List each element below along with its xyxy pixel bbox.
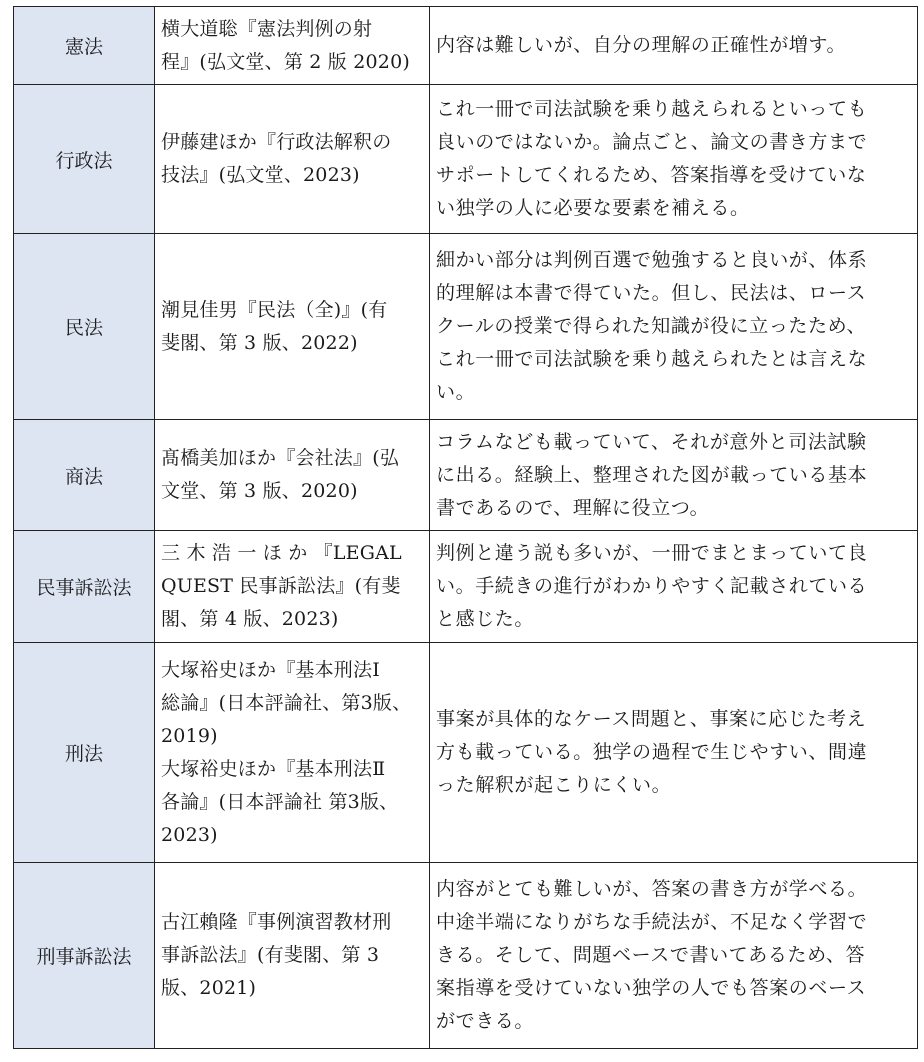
comment-line: コラムなども載っていて、それが意外と司法試験 — [436, 430, 867, 453]
table-row — [14, 643, 918, 863]
comment-cell — [430, 85, 918, 234]
comment-line: 内容がとても難しいが、答案の書き方が学べる。 — [436, 878, 868, 900]
comment-line: い。 — [436, 381, 476, 403]
book-line: 大塚裕史ほか『基本刑法Ⅱ — [161, 757, 386, 780]
table-row — [14, 420, 918, 531]
table-row — [14, 234, 918, 420]
comment-line: サポートしてくれるため、答案指導を受けていな — [436, 164, 867, 186]
subject-cell: 刑法 — [14, 643, 155, 863]
book-line: 2023) — [161, 823, 218, 846]
book-line: 程』(弘文堂、第 2 版 2020) — [161, 50, 410, 73]
book-line: 三 木 浩 一 ほ か 『LEGAL — [161, 542, 402, 564]
comment-line: 方も載っている。独学の過程で生じやすい、間違 — [436, 741, 868, 763]
book-cell — [155, 643, 430, 863]
comment-line: 細かい部分は判例百選で勉強すると良いが、体系 — [436, 249, 868, 271]
comment-cell — [430, 863, 918, 1049]
comment-line: 良いのではないか。論点ごと、論文の書き方まで — [436, 131, 868, 153]
book-line: 古江賴隆『事例演習教材刑 — [161, 911, 392, 933]
subject-cell: 民事訴訟法 — [14, 531, 155, 643]
subject-cell: 刑事訴訟法 — [14, 863, 155, 1049]
comment-line: 案指導を受けていない独学の人でも答案のベース — [436, 977, 867, 999]
table-row — [14, 531, 918, 643]
comment-cell — [430, 234, 918, 420]
comment-line: い。手続きの進行がわかりやすく記載されている — [436, 575, 868, 597]
book-line: 伊藤建ほか『行政法解釈の — [161, 131, 392, 153]
comment-line: った解釈が起こりにくい。 — [436, 774, 672, 796]
comment-cell — [430, 531, 918, 643]
book-cell — [155, 863, 430, 1049]
comment-line: 中途半端になりがちな手続法が、不足なく学習で — [436, 911, 868, 933]
book-line: 潮見佳男『民法（全)』(有 — [161, 298, 388, 321]
book-line: 横大道聡『憲法判例の射 — [161, 17, 373, 40]
subject-cell: 憲法 — [14, 7, 155, 85]
comment-cell — [430, 420, 918, 531]
comment-line: と感じた。 — [436, 608, 535, 630]
comment-line: これ一冊で司法試験を乗り越えられたとは言えな — [436, 348, 868, 370]
comment-line: ができる。 — [436, 1010, 535, 1032]
book-cell — [155, 7, 430, 85]
book-line: 髙橋美加ほか『会社法』(弘 — [161, 447, 400, 469]
table-row — [14, 85, 918, 234]
book-line: 2019) — [161, 724, 218, 747]
book-line: 斐閣、第 3 版、2022) — [161, 331, 358, 354]
book-line: 事訴訟法』(有斐閣、第 3 — [161, 944, 380, 966]
book-cell — [155, 85, 430, 234]
comment-cell — [430, 7, 918, 85]
comment-line: い独学の人に必要な要素を補える。 — [436, 197, 750, 219]
subject-cell: 商法 — [14, 420, 155, 531]
comment-line: 書であるので、理解に役立つ。 — [436, 496, 710, 519]
comment-line: きる。そして、問題ベースで書いてあるため、答 — [436, 944, 866, 966]
comment-line: 内容は難しいが、自分の理解の正確性が増す。 — [436, 34, 847, 56]
comment-line: に出る。経験上、整理された図が載っている基本 — [436, 463, 868, 486]
table-row — [14, 7, 918, 85]
book-recommendation-table — [13, 6, 918, 1049]
book-line: 版、2021) — [161, 977, 257, 999]
book-line: 各論』(日本評論社 第3版、 — [161, 790, 399, 813]
table-row — [14, 863, 918, 1049]
book-line: 総論』(日本評論社、第3版、 — [161, 691, 412, 714]
book-line: 文堂、第 3 版、2020) — [161, 480, 358, 502]
comment-line: これ一冊で司法試験を乗り越えられるといっても — [436, 98, 868, 120]
comment-cell — [430, 643, 918, 863]
comment-line: 事案が具体的なケース問題と、事案に応じた考え — [436, 708, 867, 730]
comment-line: 判例と違う説も多いが、一冊でまとまっていて良 — [436, 542, 868, 564]
book-cell — [155, 234, 430, 420]
subject-cell: 行政法 — [14, 85, 155, 234]
comment-line: クールの授業で得られた知識が役に立ったため、 — [436, 315, 867, 337]
book-line: 大塚裕史ほか『基本刑法Ⅰ — [161, 658, 380, 681]
book-line: 技法』(弘文堂、2023) — [161, 164, 360, 186]
book-line: QUEST 民事訴訟法』(有斐 — [161, 575, 401, 597]
subject-cell: 民法 — [14, 234, 155, 420]
book-cell — [155, 420, 430, 531]
comment-line: 的理解は本書で得ていた。但し、民法は、ロース — [436, 282, 867, 304]
book-cell — [155, 531, 430, 643]
book-line: 閣、第 4 版、2023) — [161, 608, 339, 630]
